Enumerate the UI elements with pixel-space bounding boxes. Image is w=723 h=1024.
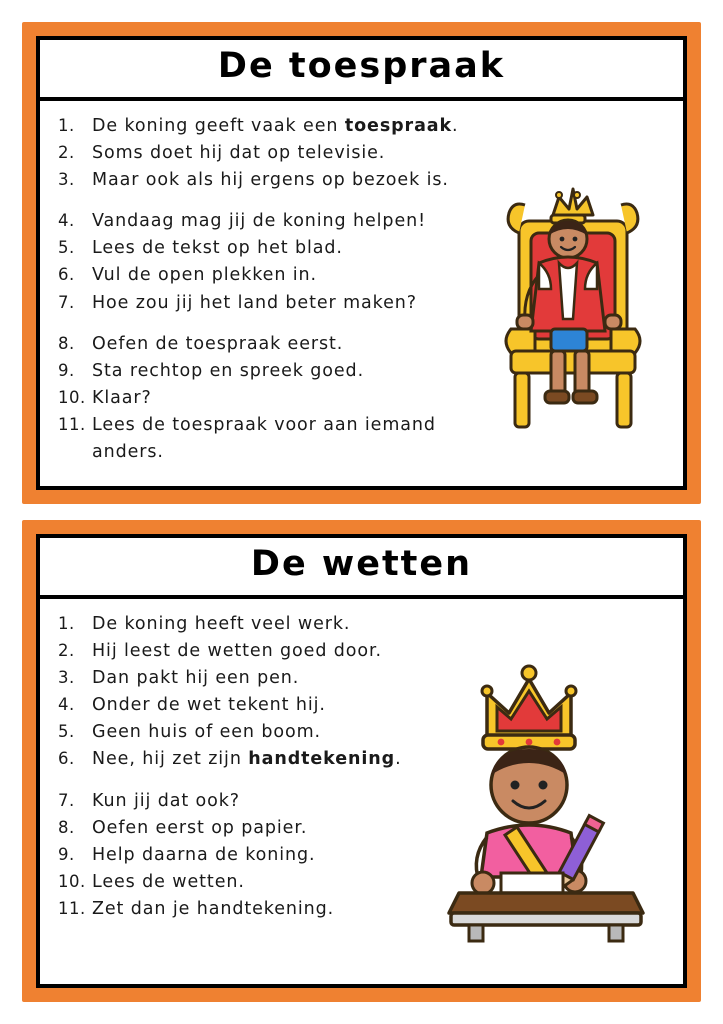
list-item — [54, 638, 484, 665]
list-item — [54, 869, 484, 896]
list-item-number: 6. — [58, 749, 75, 769]
card-title-bar — [40, 40, 683, 101]
list-item-number: 11. — [58, 899, 86, 918]
list-item — [54, 815, 484, 842]
list-item — [54, 140, 484, 167]
list-item-number: 1. — [58, 613, 75, 633]
list-item — [54, 235, 484, 262]
list-item-text: Lees de wetten. — [92, 871, 245, 892]
card-inner — [36, 534, 687, 988]
list-item-text: Klaar? — [92, 387, 152, 408]
card-wetten — [22, 520, 701, 1002]
card-body — [40, 101, 683, 486]
list-item-text: Lees de tekst op het blad. — [92, 238, 343, 259]
list-item — [54, 665, 484, 692]
list-item-number: 2. — [58, 640, 75, 660]
emphasis-text: handtekening — [248, 749, 396, 770]
list-item-text: De koning geeft vaak een toespraak. — [92, 115, 459, 136]
list-item-number: 9. — [58, 844, 75, 864]
list-item-number: 5. — [58, 722, 75, 742]
list-item-text: Hoe zou jij het land beter maken? — [92, 292, 417, 313]
list-item-number: 7. — [58, 292, 75, 312]
list-item-text: Onder de wet tekent hij. — [92, 695, 326, 716]
list-item-number: 2. — [58, 142, 75, 162]
list-item-text: Geen huis of een boom. — [92, 722, 322, 743]
list-item-text: Soms doet hij dat op televisie. — [92, 142, 386, 163]
page-title: De toespraak — [217, 46, 506, 86]
list-item — [54, 692, 484, 719]
list-item-text: Oefen de toespraak eerst. — [92, 333, 344, 354]
list-item — [54, 719, 484, 746]
emphasis-text: toespraak — [344, 115, 453, 136]
list-item-text: Maar ook als hij ergens op bezoek is. — [92, 170, 449, 190]
list-item — [54, 358, 484, 385]
list-item-number: 4. — [58, 695, 75, 715]
card-toespraak — [22, 22, 701, 504]
list-item-number: 9. — [58, 360, 75, 380]
list-item-text: Sta rechtop en spreek goed. — [92, 360, 365, 381]
list-item — [54, 262, 484, 289]
list-item-text: Zet dan je handtekening. — [92, 899, 335, 919]
list-item — [54, 788, 484, 815]
list-item-text: Vandaag mag jij de koning helpen! — [92, 211, 427, 232]
list-item-number: 7. — [58, 790, 75, 810]
list-item-number: 8. — [58, 333, 75, 353]
list-item-number: 10. — [58, 871, 86, 891]
list-item — [54, 331, 484, 358]
list-item-number: 3. — [58, 170, 75, 189]
card-body — [40, 599, 683, 984]
list-item-text: Kun jij dat ook? — [92, 790, 240, 811]
instruction-list-toespraak — [54, 113, 484, 467]
list-item-text: Lees de toespraak voor aan iemand anders. — [92, 415, 436, 463]
list-item — [54, 746, 484, 773]
list-item — [54, 412, 484, 466]
instruction-list-wetten — [54, 611, 484, 923]
list-item-number: 6. — [58, 265, 75, 285]
list-item — [54, 385, 484, 412]
list-item-text: Oefen eerst op papier. — [92, 817, 308, 838]
list-item — [54, 167, 484, 194]
list-spacer — [54, 317, 484, 331]
list-item — [54, 842, 484, 869]
list-item-number: 5. — [58, 238, 75, 258]
list-spacer — [54, 194, 484, 208]
list-item-text: Help daarna de koning. — [92, 844, 316, 865]
list-item — [54, 290, 484, 317]
list-spacer — [54, 774, 484, 788]
list-item-text: Vul de open plekken in. — [92, 265, 317, 286]
list-item-number: 8. — [58, 817, 75, 837]
list-item-number: 10. — [58, 387, 86, 407]
card-title-bar — [40, 538, 683, 599]
list-item-text: Hij leest de wetten goed door. — [92, 640, 382, 661]
list-item — [54, 113, 484, 140]
list-item-number: 3. — [58, 668, 75, 687]
list-item-text: Dan pakt hij een pen. — [92, 668, 300, 688]
list-item — [54, 208, 484, 235]
card-inner — [36, 36, 687, 490]
page-title: De wetten — [250, 544, 473, 584]
list-item-number: 11. — [58, 415, 86, 434]
list-item-number: 1. — [58, 115, 75, 135]
king-on-throne-illustration — [489, 179, 659, 449]
list-item-text: De koning heeft veel werk. — [92, 613, 351, 634]
list-item — [54, 611, 484, 638]
list-item-number: 4. — [58, 211, 75, 231]
list-item-text: Nee, hij zet zijn handtekening. — [92, 749, 402, 770]
list-item — [54, 896, 484, 923]
